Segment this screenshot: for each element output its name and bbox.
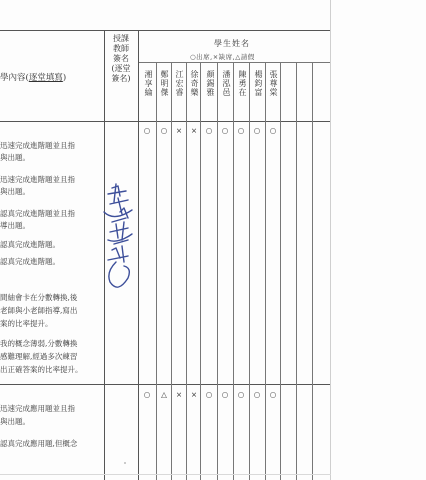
student-name: 徐奇樂 bbox=[190, 70, 199, 97]
student-column-border bbox=[280, 62, 281, 480]
attendance-mark: ○ bbox=[269, 126, 277, 135]
attendance-mark: ○ bbox=[269, 390, 277, 399]
session-note-line: 認真完成應用題,但概念 bbox=[0, 439, 78, 448]
student-column-border bbox=[156, 62, 157, 480]
student-column-border bbox=[200, 62, 201, 480]
attendance-mark: ○ bbox=[143, 390, 151, 399]
content-heading-link: 逐堂填寫 bbox=[28, 73, 63, 83]
scan-speck bbox=[124, 462, 126, 464]
student-name: 顏錫雅 bbox=[206, 70, 215, 97]
student-column-border bbox=[296, 62, 297, 480]
student-name: 張尊棠 bbox=[269, 70, 278, 97]
attendance-mark: ○ bbox=[160, 126, 168, 135]
attendance-mark: ○ bbox=[253, 390, 261, 399]
student-name: 鄭明傑 bbox=[160, 70, 169, 97]
page-bottom-edge bbox=[0, 474, 331, 475]
teacher-heading-line: 簽名) bbox=[111, 74, 131, 83]
session-note-line: 導出題。 bbox=[0, 221, 30, 230]
student-column-border bbox=[186, 62, 187, 480]
names-title-divider bbox=[138, 62, 330, 63]
attendance-mark: ○ bbox=[253, 126, 261, 135]
session-note-line: 我的概念薄弱,分數轉換 bbox=[0, 339, 78, 348]
teacher-signature-image bbox=[98, 182, 138, 297]
session-note-line: 認真完成進階題。 bbox=[0, 240, 60, 249]
student-name: 楊鈞富 bbox=[254, 70, 263, 97]
student-column-border bbox=[171, 62, 172, 480]
attendance-mark: × bbox=[175, 126, 183, 135]
session-note-line: 案的比率提升。 bbox=[0, 319, 53, 328]
attendance-mark: ○ bbox=[237, 390, 245, 399]
teacher-heading-line: 簽名 bbox=[113, 54, 129, 63]
session-note-line: 迅速完成進階題並且指 bbox=[0, 175, 75, 184]
student-name: 潘泓邑 bbox=[222, 70, 231, 97]
attendance-legend: ○出席,×缺席,△請假 bbox=[190, 53, 255, 61]
student-column-border bbox=[265, 62, 266, 480]
attendance-mark: ○ bbox=[205, 390, 213, 399]
student-names-title: 學生姓名 bbox=[214, 39, 250, 48]
page-right-edge bbox=[330, 0, 331, 480]
attendance-mark: △ bbox=[161, 390, 167, 399]
session-note-line: 與出題。 bbox=[0, 417, 30, 426]
content-heading bbox=[0, 71, 66, 83]
attendance-mark: ○ bbox=[143, 126, 151, 135]
session-note-line: 認真完成進階題。 bbox=[0, 257, 60, 266]
session-note-line: 認真完成進階題並且指 bbox=[0, 209, 75, 218]
attendance-mark: ○ bbox=[237, 126, 245, 135]
attendance-mark: ○ bbox=[205, 126, 213, 135]
session-note-line: 間紬會卡在分數轉換,後 bbox=[0, 293, 78, 302]
teacher-column-border bbox=[138, 30, 139, 480]
teacher-heading-line: (逐堂 bbox=[111, 64, 131, 73]
content-heading-prefix: 學內容( bbox=[0, 73, 29, 83]
attendance-mark: × bbox=[190, 126, 198, 135]
attendance-mark: ○ bbox=[221, 390, 229, 399]
teacher-heading-line: 教師 bbox=[113, 44, 129, 53]
student-column-border bbox=[233, 62, 234, 480]
student-name: 江宏睿 bbox=[175, 70, 184, 97]
attendance-mark: × bbox=[175, 390, 183, 399]
session-note-line: 與出題。 bbox=[0, 153, 30, 162]
student-name: 陳勇在 bbox=[238, 70, 247, 97]
attendance-mark: ○ bbox=[221, 126, 229, 135]
teacher-signature-heading bbox=[104, 34, 138, 84]
attendance-mark: × bbox=[190, 390, 198, 399]
student-column-border bbox=[249, 62, 250, 480]
content-heading-suffix: ) bbox=[62, 73, 67, 83]
session-note-line: 老師與小老師指導,寫出 bbox=[0, 306, 78, 315]
student-column-border bbox=[217, 62, 218, 480]
session-note-line: 出正確答案的比率提升。 bbox=[0, 365, 83, 374]
session-note-line: 與出題。 bbox=[0, 187, 30, 196]
session-note-line: 迅速完成進階題並且指 bbox=[0, 141, 75, 150]
student-name: 湘享綸 bbox=[144, 70, 153, 97]
session-note-line: 感難理解,經過多次練習 bbox=[0, 352, 78, 361]
table-top-border bbox=[0, 30, 330, 31]
session-note-line: 迅速完成應用題並且指 bbox=[0, 404, 75, 413]
student-column-border bbox=[312, 62, 313, 480]
teacher-heading-line: 授課 bbox=[113, 34, 129, 43]
